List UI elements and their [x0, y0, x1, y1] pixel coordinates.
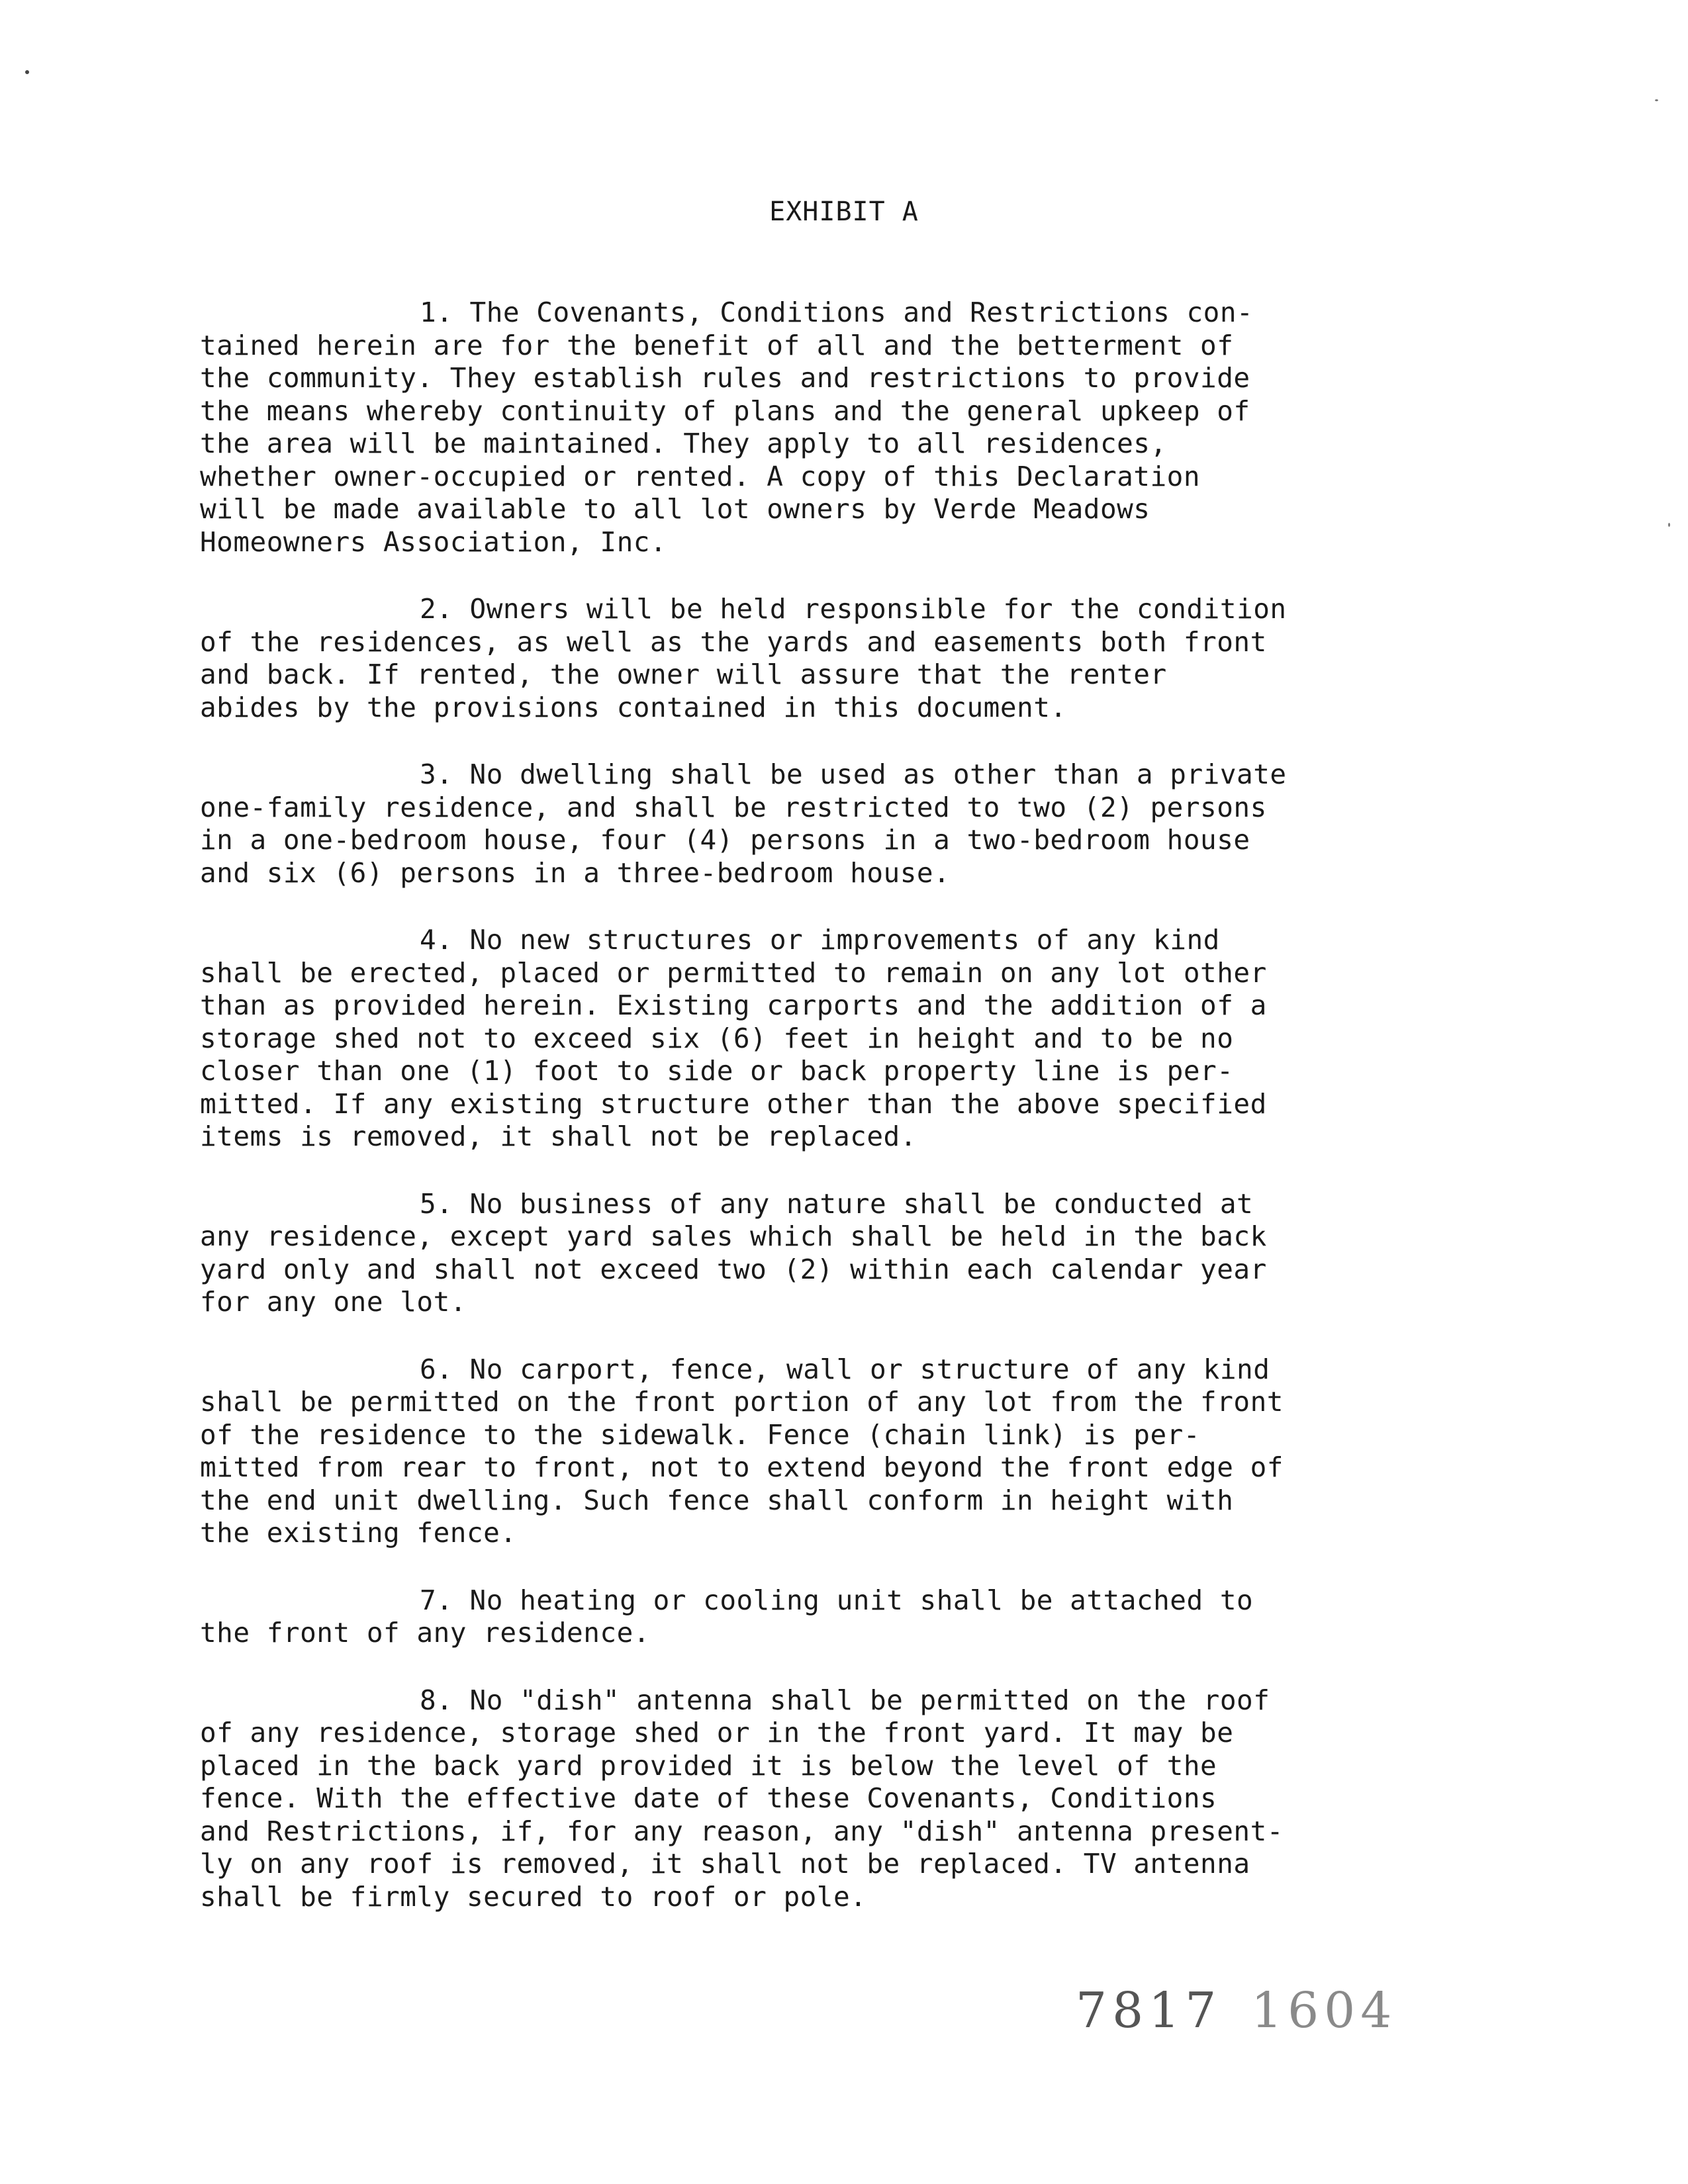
paragraph-line: 8. No "dish" antenna shall be permitted on the roof: [420, 1684, 1270, 1716]
paragraph-line: ly on any roof is removed, it shall not be replaced. TV antenna: [200, 1848, 1250, 1880]
paragraph-line: will be made available to all lot owners by Verde Meadows: [200, 493, 1150, 525]
scan-speck: [1655, 99, 1658, 101]
paragraph-line: one-family residence, and shall be restricted to two (2) persons: [200, 791, 1267, 823]
paragraph-line: the community. They establish rules and restrictions to provide: [200, 362, 1250, 394]
document-title: EXHIBIT A: [769, 197, 919, 227]
paragraph-line: the area will be maintained. They apply to all residences,: [200, 428, 1167, 459]
document-body: [200, 296, 1484, 1948]
book-number: 7817: [1076, 1982, 1222, 2039]
paragraph-2: [200, 593, 1484, 724]
paragraph-line: the front of any residence.: [200, 1617, 650, 1649]
paragraph-3: [200, 758, 1484, 889]
paragraph-line: of the residence to the sidewalk. Fence (chain link) is per-: [200, 1418, 1201, 1451]
paragraph-line: than as provided herein. Existing carports and the addition of a: [200, 989, 1267, 1021]
paragraph-line: of any residence, storage shed or in the front yard. It may be: [200, 1717, 1234, 1749]
paragraph-line: and back. If rented, the owner will assure that the renter: [200, 659, 1167, 690]
paragraph-line: Homeowners Association, Inc.: [200, 525, 667, 558]
paragraph-line: 4. No new structures or improvements of any kind: [420, 924, 1220, 956]
paragraph-line: shall be permitted on the front portion of any lot from the front: [200, 1386, 1284, 1418]
scan-speck: [25, 70, 29, 74]
scan-speck: [1668, 523, 1670, 527]
paragraph-line: the end unit dwelling. Such fence shall conform in height with: [200, 1484, 1234, 1516]
paragraph-line: for any one lot.: [200, 1286, 467, 1318]
paragraph-8: [200, 1684, 1484, 1914]
paragraph-6: [200, 1353, 1484, 1550]
paragraph-line: of the residences, as well as the yards and easements both front: [200, 625, 1267, 658]
paragraph-line: 2. Owners will be held responsible for the condition: [420, 593, 1287, 625]
paragraph-line: abides by the provisions contained in this document.: [200, 691, 1067, 723]
paragraph-4: [200, 924, 1484, 1154]
paragraph-line: mitted. If any existing structure other than the above specified: [200, 1087, 1267, 1120]
paragraph-line: 7. No heating or cooling unit shall be attached to: [420, 1584, 1254, 1616]
page-number: 1604: [1251, 1982, 1397, 2039]
paragraph-line: mitted from rear to front, not to extend beyond the front edge of: [200, 1451, 1284, 1483]
paragraph-5: [200, 1188, 1484, 1319]
paragraph-line: shall be erected, placed or permitted to remain on any lot other: [200, 956, 1267, 989]
paragraph-line: placed in the back yard provided it is below the level of the: [200, 1749, 1217, 1782]
paragraph-line: 5. No business of any nature shall be conducted at: [420, 1187, 1254, 1220]
paragraph-line: yard only and shall not exceed two (2) within each calendar year: [200, 1253, 1267, 1285]
paragraph-line: items is removed, it shall not be replaced.: [200, 1120, 917, 1152]
paragraph-line: tained herein are for the benefit of all and the betterment of: [200, 329, 1234, 361]
paragraph-1: [200, 296, 1484, 559]
paragraph-line: the means whereby continuity of plans and the general upkeep of: [200, 394, 1250, 427]
paragraph-line: 6. No carport, fence, wall or structure of any kind: [420, 1353, 1270, 1385]
paragraph-line: in a one-bedroom house, four (4) persons in a two-bedroom house: [200, 824, 1250, 856]
paragraph-line: fence. With the effective date of these Covenants, Conditions: [200, 1782, 1217, 1814]
paragraph-line: 1. The Covenants, Conditions and Restrictions con-: [420, 296, 1254, 328]
paragraph-line: and Restrictions, if, for any reason, any "dish" antenna present-: [200, 1815, 1284, 1847]
paragraph-line: whether owner-occupied or rented. A copy of this Declaration: [200, 460, 1201, 492]
paragraph-line: closer than one (1) foot to side or back property line is per-: [200, 1055, 1234, 1087]
paragraph-line: 3. No dwelling shall be used as other than a private: [420, 758, 1287, 790]
paragraph-7: [200, 1584, 1484, 1650]
paragraph-line: any residence, except yard sales which shall be held in the back: [200, 1220, 1267, 1252]
paragraph-line: the existing fence.: [200, 1517, 517, 1549]
paragraph-line: and six (6) persons in a three-bedroom house.: [200, 856, 951, 889]
paragraph-line: storage shed not to exceed six (6) feet in height and to be no: [200, 1022, 1234, 1054]
paragraph-line: shall be firmly secured to roof or pole.: [200, 1880, 867, 1913]
